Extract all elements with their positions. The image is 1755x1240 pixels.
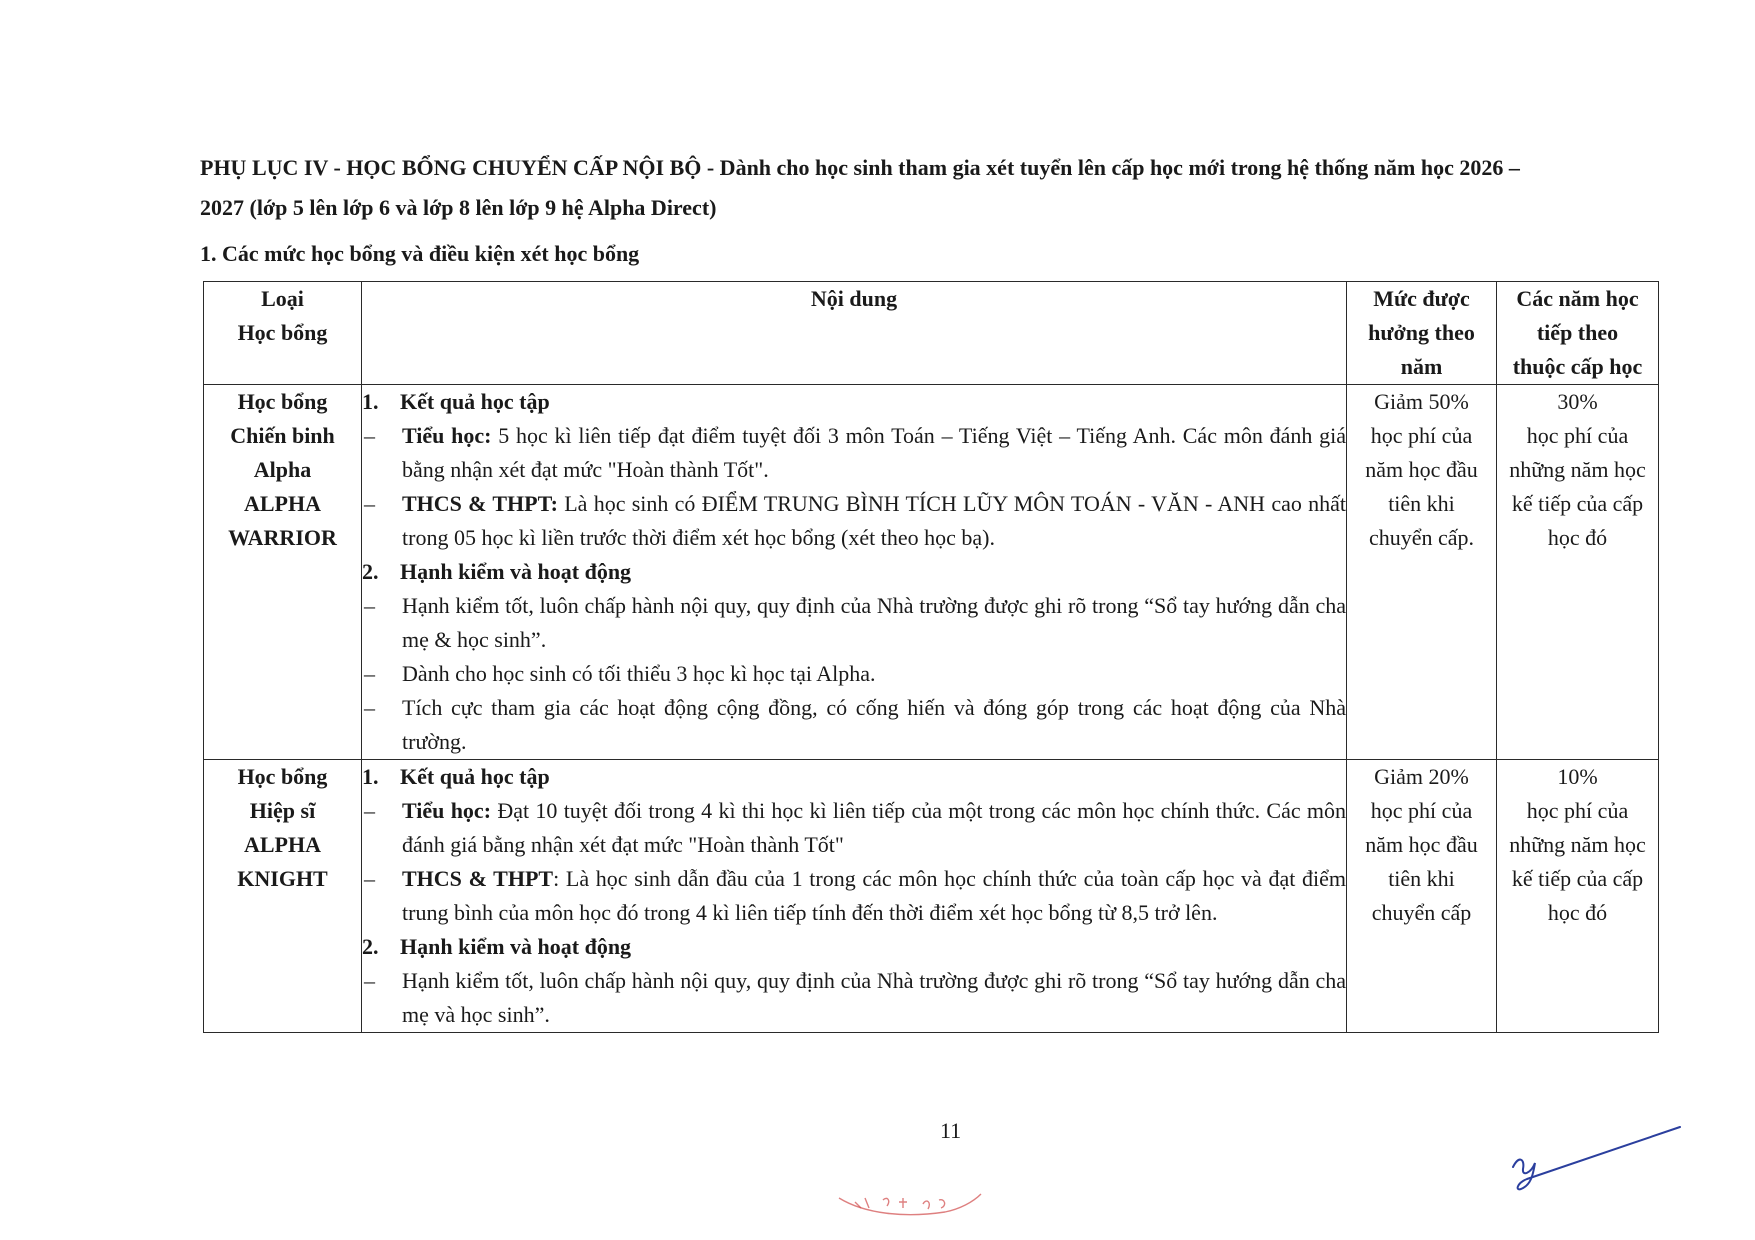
criteria-heading: 2. Hạnh kiểm và hoạt động (362, 559, 632, 584)
criteria-bullet: – THCS & THPT: Là học sinh có ĐIỂM TRUNG BÌNH TÍCH LŨY MÔN TOÁN - VĂN - ANH cao nhất trong 05 học kì liền trước thời điểm xét học bổng (xét theo học bạ). (364, 491, 1346, 550)
header-next-years-benefit: Các năm học tiếp theo thuộc cấp học (1497, 282, 1659, 385)
header-first-year-benefit: Mức được hưởng theo năm (1347, 282, 1497, 385)
scholarship-table (203, 281, 1659, 1033)
appendix-heading (200, 148, 1640, 228)
table-row (204, 385, 1659, 760)
criteria-bullet: – Tiểu học: Đạt 10 tuyệt đối trong 4 kì thi học kì liên tiếp của một trong các môn học chính thức. Các môn đánh giá bằng nhận xét đạt mức "Hoàn thành Tốt" (364, 798, 1347, 857)
header-content: Nội dung (362, 282, 1347, 385)
stamp-remnant (835, 1192, 985, 1232)
next-years-benefit-cell: 10% học phí của những năm học kế tiếp của cấp học đó (1497, 760, 1659, 1033)
table-header-row (204, 282, 1659, 385)
criteria-bullet: – Hạnh kiểm tốt, luôn chấp hành nội quy, quy định của Nhà trường được ghi rõ trong “Sổ tay hướng dẫn cha mẹ & học sinh”. (364, 593, 1346, 652)
scholarship-type-cell: Học bổng Hiệp sĩ ALPHA KNIGHT (204, 760, 362, 1033)
page-number: 11 (940, 1118, 962, 1143)
scholarship-type-cell: Học bổng Chiến binh Alpha ALPHA WARRIOR (204, 385, 362, 760)
criteria-heading: 1. Kết quả học tập (362, 389, 550, 414)
criteria-heading: 1. Kết quả học tập (362, 764, 550, 789)
appendix-heading-line-1: PHỤ LỤC IV - HỌC BỔNG CHUYỂN CẤP NỘI BỘ - Dành cho học sinh tham gia xét tuyển lên cấp học mới trong hệ thống năm học 2026 – (200, 155, 1520, 180)
section-title: 1. Các mức học bổng và điều kiện xét học bổng (200, 241, 640, 266)
criteria-bullet: – Tiểu học: 5 học kì liên tiếp đạt điểm tuyệt đối 3 môn Toán – Tiếng Việt – Tiếng Anh. Các môn đánh giá bằng nhận xét đạt mức "Hoàn thành Tốt". (364, 423, 1346, 482)
appendix-heading-line-2: 2027 (lớp 5 lên lớp 6 và lớp 8 lên lớp 9 hệ Alpha Direct) (200, 195, 717, 220)
first-year-benefit-cell: Giảm 20% học phí của năm học đầu tiên khi chuyển cấp (1347, 760, 1497, 1033)
first-year-benefit-cell: Giảm 50% học phí của năm học đầu tiên khi chuyển cấp. (1347, 385, 1497, 760)
header-scholarship-type: Loại Học bổng (204, 282, 362, 385)
next-years-benefit-cell: 30% học phí của những năm học kế tiếp của cấp học đó (1497, 385, 1659, 760)
criteria-bullet: – THCS & THPT: Là học sinh dẫn đầu của 1 trong các môn học chính thức của toàn cấp học và đạt điểm trung bình của môn học đó trong 4 kì liên tiếp tính đến thời điểm xét học bổng từ 8,5 trở lên. (364, 866, 1346, 925)
scholarship-content-cell (362, 385, 1347, 760)
criteria-bullet: – Hạnh kiểm tốt, luôn chấp hành nội quy, quy định của Nhà trường được ghi rõ trong “Sổ tay hướng dẫn cha mẹ và học sinh”. (364, 968, 1346, 1027)
scholarship-content-cell (362, 760, 1347, 1033)
signature-mark (1505, 1125, 1685, 1195)
table-row (204, 760, 1659, 1033)
criteria-heading: 2. Hạnh kiểm và hoạt động (362, 934, 632, 959)
criteria-bullet: – Tích cực tham gia các hoạt động cộng đồng, có cống hiến và đóng góp trong các hoạt động của Nhà trường. (364, 695, 1346, 754)
criteria-bullet: – Dành cho học sinh có tối thiểu 3 học kì học tại Alpha. (364, 661, 876, 686)
